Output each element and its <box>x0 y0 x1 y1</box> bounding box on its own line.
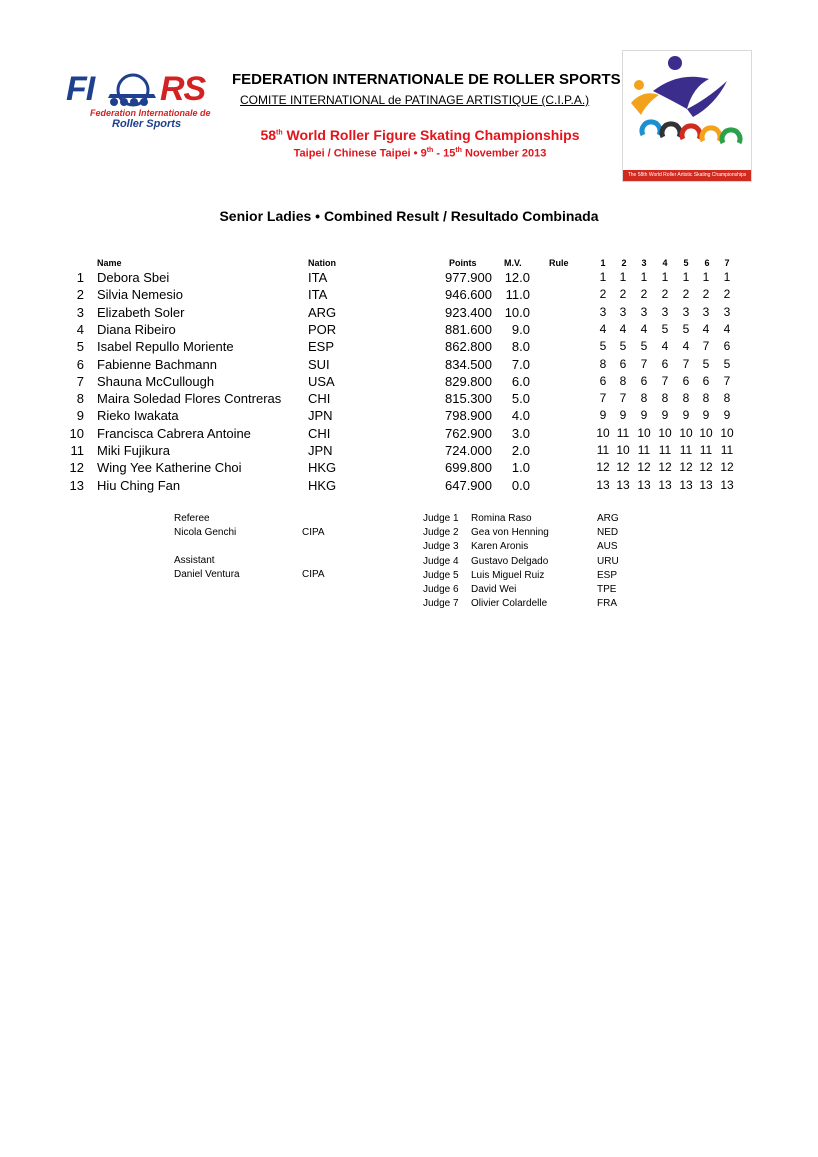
points-cell: 881.600 <box>445 321 492 337</box>
judge-nation: NED <box>597 527 619 539</box>
logo-subline1: Federation Internationale de <box>90 108 211 118</box>
points-cell: 798.900 <box>445 408 492 424</box>
judge-placement-cell: 2 <box>619 287 627 302</box>
judge-placement-cell: 6 <box>682 373 690 388</box>
judge-placement-cell: 5 <box>619 339 627 354</box>
judge-placement-cell: 9 <box>661 408 669 423</box>
mv-cell: 4.0 <box>511 408 530 424</box>
points-cell: 923.400 <box>445 304 492 320</box>
judge-placement-cell: 10 <box>637 425 651 440</box>
judge-placement-cell: 13 <box>637 477 651 492</box>
judge-placement-cell: 7 <box>702 339 710 354</box>
skater-name-cell: Rieko Iwakata <box>97 408 179 424</box>
judge-placement-cell: 9 <box>640 408 648 423</box>
judge-placement-cell: 8 <box>682 391 690 406</box>
judge-placement-cell: 1 <box>723 270 731 284</box>
judge-placement-cell: 4 <box>640 321 648 336</box>
judge-placement-cell: 2 <box>682 287 690 302</box>
judge-placement-cell: 4 <box>599 321 607 336</box>
judge-placement-cell: 1 <box>599 270 607 284</box>
judge-placement-cell: 10 <box>658 425 672 440</box>
judge-placement-cell: 5 <box>723 356 731 371</box>
judge-placement-cell: 12 <box>699 460 713 475</box>
champ-loc-start: Taipei / Chinese Taipei • 9 <box>293 147 427 160</box>
judge-placement-cell: 12 <box>720 460 734 475</box>
nation-cell: CHI <box>308 425 331 441</box>
judge-placement-cell: 3 <box>682 304 690 319</box>
judge-placement-cell: 3 <box>702 304 710 319</box>
rank-cell: 2 <box>76 287 84 303</box>
judge-placement-cell: 11 <box>720 443 734 457</box>
skater-name-cell: Silvia Nemesio <box>97 287 183 303</box>
judge-placement-cell: 2 <box>599 287 607 302</box>
rank-cell: 9 <box>76 408 84 424</box>
skater-name-cell: Elizabeth Soler <box>97 304 185 320</box>
result-row <box>0 287 818 304</box>
col-header-judge: 5 <box>683 258 689 268</box>
mv-cell: 6.0 <box>511 373 530 389</box>
judge-nation: FRA <box>597 598 617 610</box>
judge-name: Gustavo Delgado <box>471 555 549 567</box>
judge-placement-cell: 10 <box>720 425 734 440</box>
champ-loc-sup2: th <box>455 147 462 154</box>
judge-placement-cell: 5 <box>661 321 669 336</box>
col-header-judge: 3 <box>641 258 647 268</box>
rank-cell: 12 <box>69 460 84 476</box>
judge-placement-cell: 8 <box>702 391 710 406</box>
points-cell: 829.800 <box>445 373 492 389</box>
judge-placement-cell: 13 <box>720 477 734 492</box>
judge-placement-cell: 5 <box>702 356 710 371</box>
mv-cell: 1.0 <box>511 460 530 476</box>
logo-rs-text: RS <box>160 70 206 108</box>
assistant-label: Assistant <box>174 555 215 566</box>
judge-placement-cell: 1 <box>661 270 669 284</box>
judge-placement-cell: 4 <box>661 339 669 354</box>
judge-placement-cell: 12 <box>637 460 651 475</box>
rank-cell: 13 <box>69 477 84 493</box>
mv-cell: 11.0 <box>505 287 530 303</box>
judge-placement-cell: 3 <box>723 304 731 319</box>
judge-label: Judge 1 <box>423 513 459 524</box>
judge-placement-cell: 4 <box>723 321 731 336</box>
judge-name: Karen Aronis <box>471 541 529 553</box>
judge-placement-cell: 7 <box>682 356 690 371</box>
judge-placement-cell: 1 <box>702 270 710 284</box>
judge-placement-cell: 9 <box>702 408 710 423</box>
result-row <box>0 357 818 374</box>
col-header-judge: 4 <box>662 258 668 268</box>
judge-placement-cell: 4 <box>682 339 690 354</box>
judge-placement-cell: 6 <box>723 339 731 354</box>
assistant-name: Daniel Ventura <box>174 569 240 580</box>
skater-name-cell: Isabel Repullo Moriente <box>97 339 234 355</box>
judge-placement-cell: 11 <box>679 443 693 457</box>
judge-placement-cell: 7 <box>723 373 731 388</box>
result-row <box>0 408 818 425</box>
judge-placement-cell: 5 <box>640 339 648 354</box>
judge-placement-cell: 7 <box>640 356 648 371</box>
nation-cell: JPN <box>308 443 333 458</box>
championship-logo-band: The 58th World Roller Artistic Skating Championships <box>623 170 751 181</box>
judge-nation: URU <box>597 555 619 567</box>
judge-label: Judge 7 <box>423 598 459 610</box>
skater-figure-icon <box>623 51 751 169</box>
rank-cell: 6 <box>76 356 84 372</box>
judge-label: Judge 5 <box>423 569 459 581</box>
judge-placement-cell: 1 <box>619 270 627 284</box>
judge-placement-cell: 10 <box>679 425 693 440</box>
judge-placement-cell: 9 <box>619 408 627 423</box>
assistant-org: CIPA <box>302 569 325 580</box>
points-cell: 647.900 <box>445 477 492 493</box>
champ-number-suffix: th <box>276 129 283 137</box>
judge-placement-cell: 12 <box>658 460 672 475</box>
mv-cell: 10.0 <box>504 304 530 320</box>
judge-placement-cell: 11 <box>699 443 713 457</box>
judge-placement-cell: 5 <box>599 339 607 354</box>
judge-placement-cell: 13 <box>679 477 693 492</box>
judge-placement-cell: 2 <box>702 287 710 302</box>
judge-placement-cell: 9 <box>599 408 607 423</box>
judge-placement-cell: 1 <box>682 270 690 284</box>
points-cell: 815.300 <box>445 391 492 407</box>
nation-cell: POR <box>308 321 337 337</box>
judge-placement-cell: 4 <box>702 321 710 336</box>
skater-name-cell: Maira Soledad Flores Contreras <box>97 391 282 407</box>
result-row <box>0 374 818 391</box>
skater-name-cell: Wing Yee Katherine Choi <box>97 460 242 476</box>
rank-cell: 10 <box>69 425 84 441</box>
nation-cell: ESP <box>308 339 335 355</box>
nation-cell: HKG <box>308 477 337 493</box>
champ-loc-mid: - 15 <box>433 147 456 160</box>
firs-logo <box>64 70 224 132</box>
judge-name: David Wei <box>471 584 517 595</box>
mv-cell: 2.0 <box>511 443 530 458</box>
champ-loc-end: November 2013 <box>461 147 547 160</box>
col-header-name: Name <box>97 258 122 268</box>
judge-placement-cell: 11 <box>596 443 610 457</box>
result-row <box>0 443 818 460</box>
mv-cell: 8.0 <box>511 339 530 355</box>
judge-placement-cell: 5 <box>682 321 690 336</box>
mv-cell: 12.0 <box>504 270 530 285</box>
result-row <box>0 426 818 443</box>
judge-placement-cell: 4 <box>619 321 627 336</box>
points-cell: 724.000 <box>445 443 492 458</box>
logo-fi-text: FI <box>66 70 95 108</box>
judge-placement-cell: 3 <box>599 304 607 319</box>
col-header-judge: 6 <box>704 258 710 268</box>
nation-cell: JPN <box>308 408 333 424</box>
skater-name-cell: Debora Sbei <box>97 270 170 285</box>
col-header-judge: 1 <box>600 258 606 268</box>
mv-cell: 0.0 <box>511 477 530 493</box>
judge-placement-cell: 12 <box>616 460 630 475</box>
skater-name-cell: Shauna McCullough <box>97 373 215 389</box>
judge-placement-cell: 10 <box>616 443 630 457</box>
nation-cell: HKG <box>308 460 337 476</box>
judge-placement-cell: 8 <box>723 391 731 406</box>
judge-placement-cell: 13 <box>699 477 713 492</box>
result-row <box>0 478 818 495</box>
rank-cell: 7 <box>76 373 84 389</box>
mv-cell: 5.0 <box>511 391 530 407</box>
judge-placement-cell: 6 <box>702 373 710 388</box>
judge-name: Gea von Henning <box>471 527 549 539</box>
col-header-rule: Rule <box>549 258 569 268</box>
rank-cell: 11 <box>70 443 84 458</box>
judge-label: Judge 6 <box>423 584 459 595</box>
col-header-judge: 2 <box>621 258 627 268</box>
org-subtitle: COMITE INTERNATIONAL de PATINAGE ARTISTIQUE (C.I.P.A.) <box>240 93 590 107</box>
judge-placement-cell: 8 <box>619 373 627 388</box>
points-cell: 699.800 <box>445 460 492 476</box>
result-row <box>0 460 818 477</box>
mv-cell: 7.0 <box>511 356 530 372</box>
mv-cell: 9.0 <box>511 321 530 337</box>
championship-logo <box>622 50 752 182</box>
judge-placement-cell: 6 <box>619 356 627 371</box>
skater-name-cell: Francisca Cabrera Antoine <box>97 425 251 441</box>
referee-label: Referee <box>174 513 210 524</box>
points-cell: 862.800 <box>445 339 492 355</box>
judge-placement-cell: 6 <box>661 356 669 371</box>
rank-cell: 1 <box>76 270 84 285</box>
nation-cell: SUI <box>308 356 330 372</box>
roller-skate-icon <box>104 72 162 108</box>
judge-placement-cell: 2 <box>640 287 648 302</box>
points-cell: 946.600 <box>445 287 492 303</box>
champ-title-text: World Roller Figure Skating Championships <box>282 127 580 143</box>
col-header-nation: Nation <box>308 258 336 268</box>
judge-nation: TPE <box>597 584 617 595</box>
judge-placement-cell: 11 <box>616 425 630 440</box>
judge-name: Romina Raso <box>471 513 532 524</box>
judge-placement-cell: 9 <box>723 408 731 423</box>
points-cell: 762.900 <box>445 425 492 441</box>
skater-name-cell: Hiu Ching Fan <box>97 477 181 493</box>
judge-placement-cell: 2 <box>723 287 731 302</box>
result-row <box>0 339 818 356</box>
judge-placement-cell: 10 <box>699 425 713 440</box>
nation-cell: ITA <box>308 270 328 285</box>
judge-label: Judge 4 <box>423 555 459 567</box>
skater-name-cell: Miki Fujikura <box>97 443 170 458</box>
judge-label: Judge 3 <box>423 541 459 553</box>
rank-cell: 3 <box>76 304 84 320</box>
judge-nation: AUS <box>597 541 618 553</box>
judge-label: Judge 2 <box>423 527 459 539</box>
judge-placement-cell: 7 <box>619 391 627 406</box>
org-title: FEDERATION INTERNATIONALE DE ROLLER SPORTS <box>232 71 621 88</box>
judge-placement-cell: 12 <box>679 460 693 475</box>
judge-placement-cell: 11 <box>658 443 672 457</box>
rank-cell: 4 <box>76 321 84 337</box>
referee-name: Nicola Genchi <box>174 527 237 538</box>
points-cell: 977.900 <box>445 270 492 285</box>
section-title: Senior Ladies • Combined Result / Resultado Combinada <box>219 208 599 224</box>
nation-cell: ITA <box>308 287 328 303</box>
judge-placement-cell: 8 <box>661 391 669 406</box>
judge-placement-cell: 13 <box>596 477 610 492</box>
champ-number: 58 <box>260 127 277 143</box>
judge-placement-cell: 11 <box>637 443 651 457</box>
judge-placement-cell: 6 <box>640 373 648 388</box>
rank-cell: 5 <box>76 339 84 355</box>
judge-placement-cell: 2 <box>661 287 669 302</box>
judge-name: Luis Miguel Ruiz <box>471 569 545 581</box>
result-row <box>0 270 818 287</box>
result-row <box>0 322 818 339</box>
judge-placement-cell: 6 <box>599 373 607 388</box>
nation-cell: USA <box>308 373 335 389</box>
result-row <box>0 391 818 408</box>
judge-name: Olivier Colardelle <box>471 598 548 610</box>
col-header-judge: 7 <box>724 258 730 268</box>
judge-placement-cell: 13 <box>616 477 630 492</box>
referee-org: CIPA <box>302 527 325 538</box>
result-row <box>0 305 818 322</box>
judge-placement-cell: 3 <box>640 304 648 319</box>
nation-cell: ARG <box>308 304 337 320</box>
points-cell: 834.500 <box>445 356 492 372</box>
nation-cell: CHI <box>308 391 331 407</box>
judge-placement-cell: 8 <box>599 356 607 371</box>
judge-placement-cell: 10 <box>596 425 610 440</box>
mv-cell: 3.0 <box>511 425 530 441</box>
judge-placement-cell: 9 <box>682 408 690 423</box>
judge-nation: ARG <box>597 513 619 524</box>
judge-placement-cell: 8 <box>640 391 648 406</box>
judge-placement-cell: 3 <box>661 304 669 319</box>
judge-placement-cell: 3 <box>619 304 627 319</box>
judge-placement-cell: 13 <box>658 477 672 492</box>
judge-nation: ESP <box>597 569 618 581</box>
judge-placement-cell: 12 <box>596 460 610 475</box>
judge-placement-cell: 7 <box>661 373 669 388</box>
col-header-points: Points <box>449 258 477 268</box>
skater-name-cell: Fabienne Bachmann <box>97 356 217 372</box>
champ-loc-sup1: th <box>426 147 434 154</box>
skater-name-cell: Diana Ribeiro <box>97 321 176 337</box>
judge-placement-cell: 7 <box>599 391 607 406</box>
rank-cell: 8 <box>76 391 84 407</box>
col-header-mv: M.V. <box>504 258 522 268</box>
judge-placement-cell: 1 <box>640 270 648 284</box>
logo-subline2: Roller Sports <box>112 118 182 130</box>
